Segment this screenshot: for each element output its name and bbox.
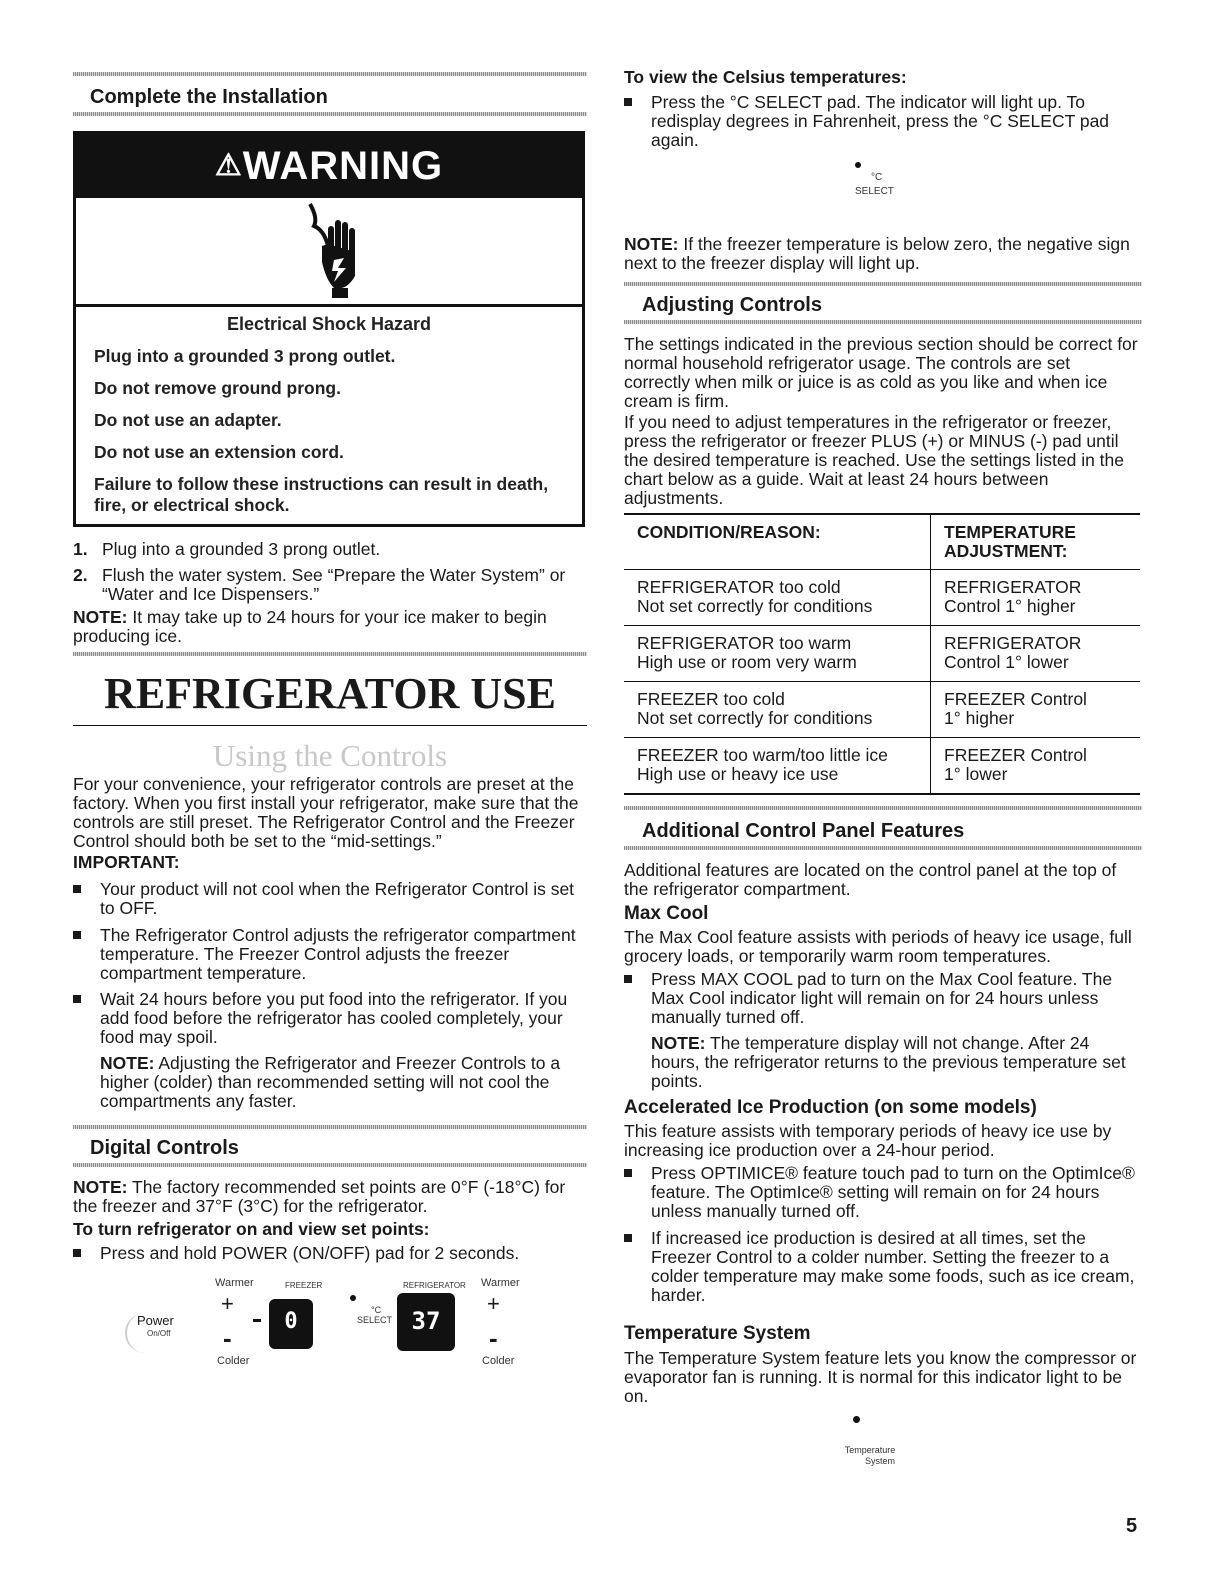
note-label: NOTE: [624,234,679,254]
bullet-text: Press the °C SELECT pad. The indicator will light up. To redisplay degrees in Fahrenheit, press the °C SELECT pad again. [651,92,1110,150]
warning-line: Do not use an extension cord. [94,442,344,462]
additional-features-heading: Additional Control Panel Features [642,820,965,842]
using-controls-title: Using the Controls [212,738,448,773]
freezer-minus-button[interactable]: - [223,1323,232,1353]
adjustment-cell: FREEZER Control [944,689,1087,709]
using-controls-body: For your convenience, your refrigerator controls are preset at the factory. When you first install your refrigerator, make sure that the controls are still preset. The Refrigerator Control and the Freezer Control should both be set to the “mid-settings.” [73,774,579,851]
bullet-square-icon [73,885,81,893]
note-label: NOTE: [651,1033,706,1053]
complete-installation-heading: Complete the Installation [90,86,328,108]
table-header-adjustment: ADJUSTMENT: [944,541,1068,561]
bullet-text: Your product will not cool when the Refrigerator Control is set to OFF. [100,879,575,918]
bullet-square-icon [624,975,632,983]
page-number: 5 [1126,1515,1138,1537]
max-cool-bullet [624,970,1140,1028]
warning-box [73,131,585,527]
warning-header [76,134,582,198]
colder-label: Colder [482,1355,515,1367]
accelerated-ice-bullet [624,1229,1140,1307]
table-column-divider [930,515,931,794]
condition-cell: FREEZER too cold [637,689,785,709]
degc-label: °C [871,172,883,183]
note-label: NOTE: [100,1053,155,1073]
adjustment-cell: REFRIGERATOR [944,633,1082,653]
warmer-label: Warmer [481,1277,520,1289]
accelerated-ice-body: This feature assists with temporary periods of heavy ice use by increasing ice production over a 24-hour period. [624,1121,1112,1160]
indicator-dot [350,1295,356,1301]
condition-cell: High use or room very warm [637,652,857,672]
divider [624,282,1142,286]
important-label: IMPORTANT: [73,852,180,872]
power-button[interactable] [125,1313,189,1353]
step-number: 2. [73,565,88,585]
freezer-display-value: 0 [284,1309,298,1334]
additional-features-body: Additional features are located on the control panel at the top of the refrigerator compartment. [624,860,1117,899]
turn-on-bullet [73,1244,585,1264]
title-rule [73,725,587,726]
celsius-bullet [624,93,1140,151]
condition-cell: FREEZER too warm/too little ice [637,745,888,765]
bullet-text: The Refrigerator Control adjusts the refrigerator compartment temperature. The Freezer Control adjusts the freezer compartment temperature. [100,925,576,983]
condition-cell: High use or heavy ice use [637,764,839,784]
bullet-text: Press and hold POWER (ON/OFF) pad for 2 seconds. [100,1243,520,1263]
freezer-display [269,1299,313,1349]
bullet-square-icon [624,1234,632,1242]
note-text: The factory recommended set points are 0°F (-18°C) for the freezer and 37°F (3°C) for the refrigerator. [73,1177,566,1216]
bullet-text: Wait 24 hours before you put food into the refrigerator. If you add food before the refrigerator has cooled completely, your food may spoil. [100,989,568,1047]
divider [73,1163,587,1167]
degc-label: °C [371,1305,382,1315]
turn-on-heading: To turn refrigerator on and view set points: [73,1219,430,1239]
hazard-title: Electrical Shock Hazard [226,314,432,334]
freezer-negative-note [624,235,1140,273]
select-label: SELECT [855,186,894,197]
divider [624,806,1142,810]
adjustment-cell: Control 1° lower [944,652,1069,672]
colder-label: Colder [217,1355,250,1367]
temperature-system-heading: Temperature System [624,1323,811,1344]
max-cool-heading: Max Cool [624,903,709,924]
bullet-square-icon [624,98,632,106]
condition-cell: REFRIGERATOR too warm [637,633,852,653]
important-bullet [73,926,585,984]
warning-title: WARNING [242,144,444,188]
table-rule [624,737,1140,738]
step-text: Plug into a grounded 3 prong outlet. [102,539,381,559]
condition-cell: Not set correctly for conditions [637,708,873,728]
select-label: SELECT [357,1315,393,1325]
warning-failure-line: Failure to follow these instructions can result in death, [94,474,549,494]
max-cool-note [651,1034,1140,1091]
note-label: NOTE: [73,607,128,627]
step-text: Flush the water system. See “Prepare the Water System” or “Water and Ice Dispensers.” [102,565,566,604]
adjustment-cell: REFRIGERATOR [944,577,1082,597]
refrigerator-label: REFRIGERATOR [403,1281,466,1290]
warmer-label: Warmer [215,1277,254,1289]
table-rule [624,681,1140,682]
max-cool-body: The Max Cool feature assists with periods of heavy ice usage, full grocery loads, or temporarily warm room temperatures. [624,927,1132,966]
warning-triangle-icon: ⚠ [214,149,243,182]
freezer-label: FREEZER [285,1281,323,1290]
divider [73,1125,587,1129]
divider [624,846,1142,850]
refrigerator-plus-button[interactable]: + [487,1291,500,1316]
important-note [100,1054,585,1111]
control-panel-illustration [125,1273,535,1373]
table-rule [624,569,1140,570]
note-text: If the freezer temperature is below zero, the negative sign next to the freezer display will light up. [624,234,1130,273]
temperature-system-label: System [864,1456,895,1466]
page-title: REFRIGERATOR USE [104,669,556,718]
table-header-adjustment: TEMPERATURE [944,522,1076,542]
adjusting-paragraph: The settings indicated in the previous section should be correct for normal household refrigerator usage. The controls are set correctly when milk or juice is as cold as you like and when ice cream is firm. [624,334,1138,411]
warning-line: Do not remove ground prong. [94,378,341,398]
temperature-system-body: The Temperature System feature lets you know the compressor or evaporator fan is running. It is normal for this indicator light to be on. [624,1348,1137,1406]
table-rule [624,625,1140,626]
warning-line: Plug into a grounded 3 prong outlet. [94,346,396,366]
celsius-select-button[interactable] [353,1311,393,1331]
table-header-condition: CONDITION/REASON: [637,522,821,542]
bullet-text: Press OPTIMICE® feature touch pad to turn on the OptimIce® feature. The OptimIce® setting will remain on for 24 hours unless manually turned off. [651,1163,1135,1221]
table-rule [624,513,1140,515]
digital-controls-heading: Digital Controls [90,1137,239,1159]
freezer-plus-button[interactable]: + [221,1291,234,1316]
divider [73,72,587,76]
adjustment-cell: 1° higher [944,708,1015,728]
accelerated-ice-heading: Accelerated Ice Production (on some models) [624,1097,1037,1118]
step-number: 1. [73,539,88,559]
note-text: Adjusting the Refrigerator and Freezer Controls to a higher (colder) than recommended setting will not cool the compartments any faster. [100,1053,561,1111]
condition-cell: REFRIGERATOR too cold [637,577,841,597]
refrigerator-display-value: 37 [411,1307,441,1335]
electrical-shock-hand-icon [304,196,364,300]
bullet-square-icon [73,931,81,939]
condition-cell: Not set correctly for conditions [637,596,873,616]
celsius-heading: To view the Celsius temperatures: [624,67,907,87]
important-bullet [73,990,585,1048]
digital-controls-note [73,1178,585,1216]
negative-sign-indicator [253,1319,261,1322]
adjustment-cell: FREEZER Control [944,745,1087,765]
note-text: It may take up to 24 hours for your ice maker to begin producing ice. [73,607,547,646]
bullet-square-icon [624,1169,632,1177]
adjusting-paragraph: If you need to adjust temperatures in the refrigerator or freezer, press the refrigerator or freezer PLUS (+) or MINUS (-) pad until the desired temperature is reached. Use the settings listed in the chart below as a guide. Wait at least 24 hours between adjustments. [624,412,1124,508]
note-label: NOTE: [73,1177,128,1197]
bullet-square-icon [73,1249,81,1257]
table-rule [624,793,1140,795]
power-label: Power [137,1313,174,1328]
bullet-text: If increased ice production is desired at all times, set the Freezer Control to a colder number. Setting the freezer to a colder temperature may make some foods, such as ice cream, harder. [651,1228,1135,1305]
accelerated-ice-bullet [624,1164,1140,1222]
onoff-label: On/Off [147,1329,171,1338]
bullet-square-icon [73,995,81,1003]
bullet-text: Press MAX COOL pad to turn on the Max Cool feature. The Max Cool indicator light will remain on for 24 hours unless manually turned off. [651,969,1113,1027]
divider [73,652,587,656]
adjustment-cell: Control 1° higher [944,596,1076,616]
warning-line: Do not use an adapter. [94,410,282,430]
warning-failure-line: fire, or electrical shock. [94,495,290,515]
divider [624,320,1142,324]
adjustment-cell: 1° lower [944,764,1008,784]
indicator-dot [855,162,861,168]
ice-maker-note [73,608,583,646]
refrigerator-minus-button[interactable]: - [489,1323,498,1353]
refrigerator-display [397,1293,455,1351]
celsius-select-icon [843,160,913,208]
note-text: The temperature display will not change. After 24 hours, the refrigerator returns to the previous temperature set points. [651,1033,1126,1091]
adjusting-controls-heading: Adjusting Controls [642,294,822,316]
indicator-dot [853,1416,860,1423]
divider [73,112,587,116]
temperature-system-label: Temperature [844,1445,896,1455]
important-bullet [73,880,585,920]
warning-divider [76,304,582,307]
